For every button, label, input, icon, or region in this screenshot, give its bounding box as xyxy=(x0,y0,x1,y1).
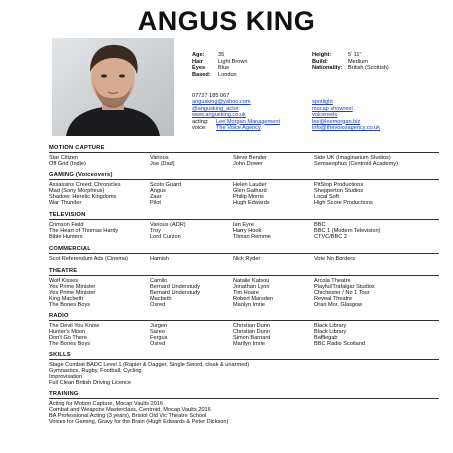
profile-row xyxy=(192,65,248,72)
credit-director: Philip Morris xyxy=(233,194,264,201)
credit-title: Yes Prime Minister xyxy=(49,284,96,291)
phone-number: 07727 185 067 xyxy=(192,93,230,99)
section-commercial xyxy=(49,246,439,262)
profile-label: Based: xyxy=(192,71,211,78)
twitter-link[interactable]: @angusking_actor xyxy=(192,105,239,112)
profile-value: 35 xyxy=(218,52,225,58)
credit-company: High Score Productions xyxy=(314,200,373,207)
profile-row xyxy=(312,59,389,66)
credit-director: Manlyn Imrie xyxy=(233,302,266,309)
profile-value: London xyxy=(218,71,237,78)
credit-title: The Bones Boys xyxy=(49,341,91,348)
skill-line: Improvisation xyxy=(49,374,83,381)
credit-title: Hunter's Moon xyxy=(49,329,86,336)
credit-row xyxy=(49,302,439,308)
credit-company: BBC xyxy=(314,222,326,228)
credit-title: Wolf Kisses xyxy=(49,278,79,284)
profile-value: Medium xyxy=(348,58,368,65)
credit-director: Christian Dunn xyxy=(233,323,270,329)
acting-agent-label: acting: xyxy=(192,118,209,125)
credit-role: Sareo xyxy=(150,329,165,336)
credit-director: Tilman Remme xyxy=(233,234,271,241)
profile-value: Light Brown xyxy=(218,58,248,65)
credit-title: Scot Referendum Ads (Cinema) xyxy=(49,256,128,262)
credit-title: Crimson Field xyxy=(49,222,84,228)
acting-agent-link[interactable]: Lee Morgan Management xyxy=(216,118,281,125)
profile-label: Eyes xyxy=(192,65,206,72)
credit-title: War Thunder xyxy=(49,200,82,207)
spotlight-link[interactable]: spotlight xyxy=(312,99,333,106)
section-television xyxy=(49,212,439,240)
credit-director: Glen Gathard xyxy=(233,188,267,195)
credit-company: Black Library xyxy=(314,323,347,329)
profile-value: 5' 11" xyxy=(348,52,362,58)
credit-company: BBC Radio Scotland xyxy=(314,341,365,348)
credit-row xyxy=(49,161,439,167)
contact-block xyxy=(192,93,432,131)
profile-details-right xyxy=(312,52,389,72)
credit-row xyxy=(49,256,439,262)
credit-role: Bernard Understudy xyxy=(150,290,201,297)
credit-title: Mad (Sony Morpheus) xyxy=(49,188,105,195)
credit-director: Marilyn Imrie xyxy=(233,341,266,348)
credit-company: Bafflegab xyxy=(314,335,338,342)
credit-title: Yes Prime Minister xyxy=(49,290,96,297)
profile-value: Blue xyxy=(218,65,230,72)
section-title: TELEVISION xyxy=(49,212,439,220)
profile-label: Nationality: xyxy=(312,65,343,72)
credit-company: Playful/Trafalgar Studios xyxy=(314,284,375,291)
credit-director: Helen Lauder xyxy=(233,182,267,188)
credit-company: Arcola Theatre xyxy=(314,278,351,284)
credit-director: Harry Hook xyxy=(233,228,262,235)
credit-role: Various (ADR) xyxy=(150,222,186,228)
credit-role: Bernard Understudy xyxy=(150,284,201,291)
voice-agent-link[interactable]: The Voice Agency xyxy=(216,124,261,131)
section-title: RADIO xyxy=(49,313,439,321)
credit-company: Chichester / No 1 Tour xyxy=(314,290,370,297)
voice-agent-email-link[interactable]: info@thevoiceagency.co.uk xyxy=(312,124,381,131)
credit-role: Camilo xyxy=(150,278,168,284)
section-radio xyxy=(49,313,439,347)
profile-label: Build: xyxy=(312,58,328,65)
credit-company: Shepperton Studios xyxy=(314,188,364,195)
profile-row xyxy=(312,52,389,59)
credit-title: Shadow: Heretic Kingdoms xyxy=(49,194,117,201)
credit-title: Don't Go There xyxy=(49,335,87,342)
credit-title: Assassins Creed: Chronicles xyxy=(49,182,121,188)
section-training xyxy=(49,391,439,425)
section-title: MOTION CAPTURE xyxy=(49,145,439,153)
credit-role: Osred xyxy=(150,302,166,309)
section-motion-capture xyxy=(49,145,439,167)
credit-company: Semaeophus (Centroid Academy) xyxy=(314,161,398,168)
credit-role: Zaar xyxy=(150,194,162,201)
voicereels-link[interactable]: voicereels xyxy=(312,112,338,119)
acting-agent-email-link[interactable]: lee@leemorgan.biz xyxy=(312,118,361,125)
credit-role: Troy xyxy=(150,228,161,235)
profile-details-left xyxy=(192,52,248,78)
credit-role: Jurgen xyxy=(150,323,168,329)
section-title: TRAINING xyxy=(49,391,439,399)
credit-role: Lord Curzon xyxy=(150,234,181,241)
credit-director: Tim Hoare xyxy=(233,290,259,297)
credit-director: John Dower xyxy=(233,161,263,168)
section-title: GAMING (Voiceovers) xyxy=(49,172,439,180)
profile-row xyxy=(312,65,389,72)
credit-row xyxy=(49,200,439,206)
credit-role: Fergus xyxy=(150,335,168,342)
actor-name: ANGUS KING xyxy=(137,6,316,36)
profile-row xyxy=(192,59,248,66)
skill-line: Full Clean British Driving Licence xyxy=(49,380,132,387)
profile-label: Height: xyxy=(312,52,332,58)
section-gaming xyxy=(49,172,439,206)
credit-director: Simon Barnard xyxy=(233,335,271,342)
section-title: THEATRE xyxy=(49,268,439,276)
credit-role: Pilot xyxy=(150,200,161,207)
credit-title: The Heart of Thomas Hardy xyxy=(49,228,119,235)
headshot-photo xyxy=(52,38,174,136)
credit-title: Star Citizen xyxy=(49,155,78,161)
credit-role: Macbeth xyxy=(150,296,172,303)
profile-label: Age: xyxy=(192,52,205,58)
credit-director: Hugh Edwards xyxy=(233,200,270,207)
credit-director: Steve Bender xyxy=(233,155,267,161)
training-line: Combat and Weapons Masterclass, Centroid, Mocap Vaults 2016 xyxy=(49,407,211,414)
credit-director: Robert Marsden xyxy=(233,296,274,303)
credit-title: Off Grid (Indie) xyxy=(49,161,86,168)
profile-label: Hair xyxy=(192,58,203,65)
credit-title: The Devil You Know xyxy=(49,323,100,329)
credit-director: Ian Eyre xyxy=(233,222,254,228)
training-line: Voices for Gaming, Gravy for the Brain (Hugh Edwards & Peter Dickson) xyxy=(49,419,229,426)
credit-role: Joe (Dad) xyxy=(150,161,175,168)
profile-row xyxy=(192,72,248,79)
profile-row xyxy=(192,52,248,59)
credit-role: Various xyxy=(150,155,169,161)
credit-row xyxy=(49,341,439,347)
credit-company: Vote No Borders xyxy=(314,256,356,262)
credit-director: Jonathan Lynn xyxy=(233,284,270,291)
credit-director: Christian Dunn xyxy=(233,329,270,336)
credit-director: Nick Ryder xyxy=(233,256,261,262)
credit-company: Reveal Theatre xyxy=(314,296,353,303)
training-line: BA Professional Acting (3 years), Bristol Old Vic Theatre School xyxy=(49,413,207,420)
website-link[interactable]: www.angusking.co.uk xyxy=(192,112,246,119)
section-theatre xyxy=(49,268,439,308)
mocap-showreel-link[interactable]: mocap showreel xyxy=(312,105,353,112)
email-link[interactable]: angusking@yahoo.com xyxy=(192,99,251,106)
credit-row xyxy=(49,234,439,240)
section-title: SKILLS xyxy=(49,352,439,360)
credit-title: King Macbeth xyxy=(49,296,84,303)
training-line: Acting for Motion Capture, Mocap Vaults 2016 xyxy=(49,401,164,407)
credit-company: Local Soft xyxy=(314,194,339,201)
credit-title: Bible Hunters xyxy=(49,234,83,241)
section-skills xyxy=(49,352,439,386)
profile-value: British (Scottish) xyxy=(348,65,389,72)
skill-line: Stage Combat BADC Level 1 (Rapier & Dagger, Single Sword, cloak & unarmed) xyxy=(49,362,250,368)
credit-director: Natalie Katsou xyxy=(233,278,270,284)
credit-role: Angus xyxy=(150,188,166,195)
voice-agent-label: voice: xyxy=(192,124,207,131)
credit-company: PitStop Productions xyxy=(314,182,364,188)
credit-company: Side UK (Imaginarium Studios) xyxy=(314,155,391,161)
credit-title: The Bones Boys xyxy=(49,302,91,309)
credit-company: Oran Mor, Glasgow xyxy=(314,302,363,309)
credit-role: Hamish xyxy=(150,256,169,262)
credit-company: Black Library xyxy=(314,329,347,336)
credit-role: Osred xyxy=(150,341,166,348)
credit-company: BBC 1 (Modern Television) xyxy=(314,228,381,235)
credit-company: CTVC/BBC 2 xyxy=(314,234,347,241)
credit-role: Scots Guard xyxy=(150,182,182,188)
section-title: COMMERCIAL xyxy=(49,246,439,254)
skill-line: Gymnastics, Rugby, Football, Cycling xyxy=(49,368,142,375)
